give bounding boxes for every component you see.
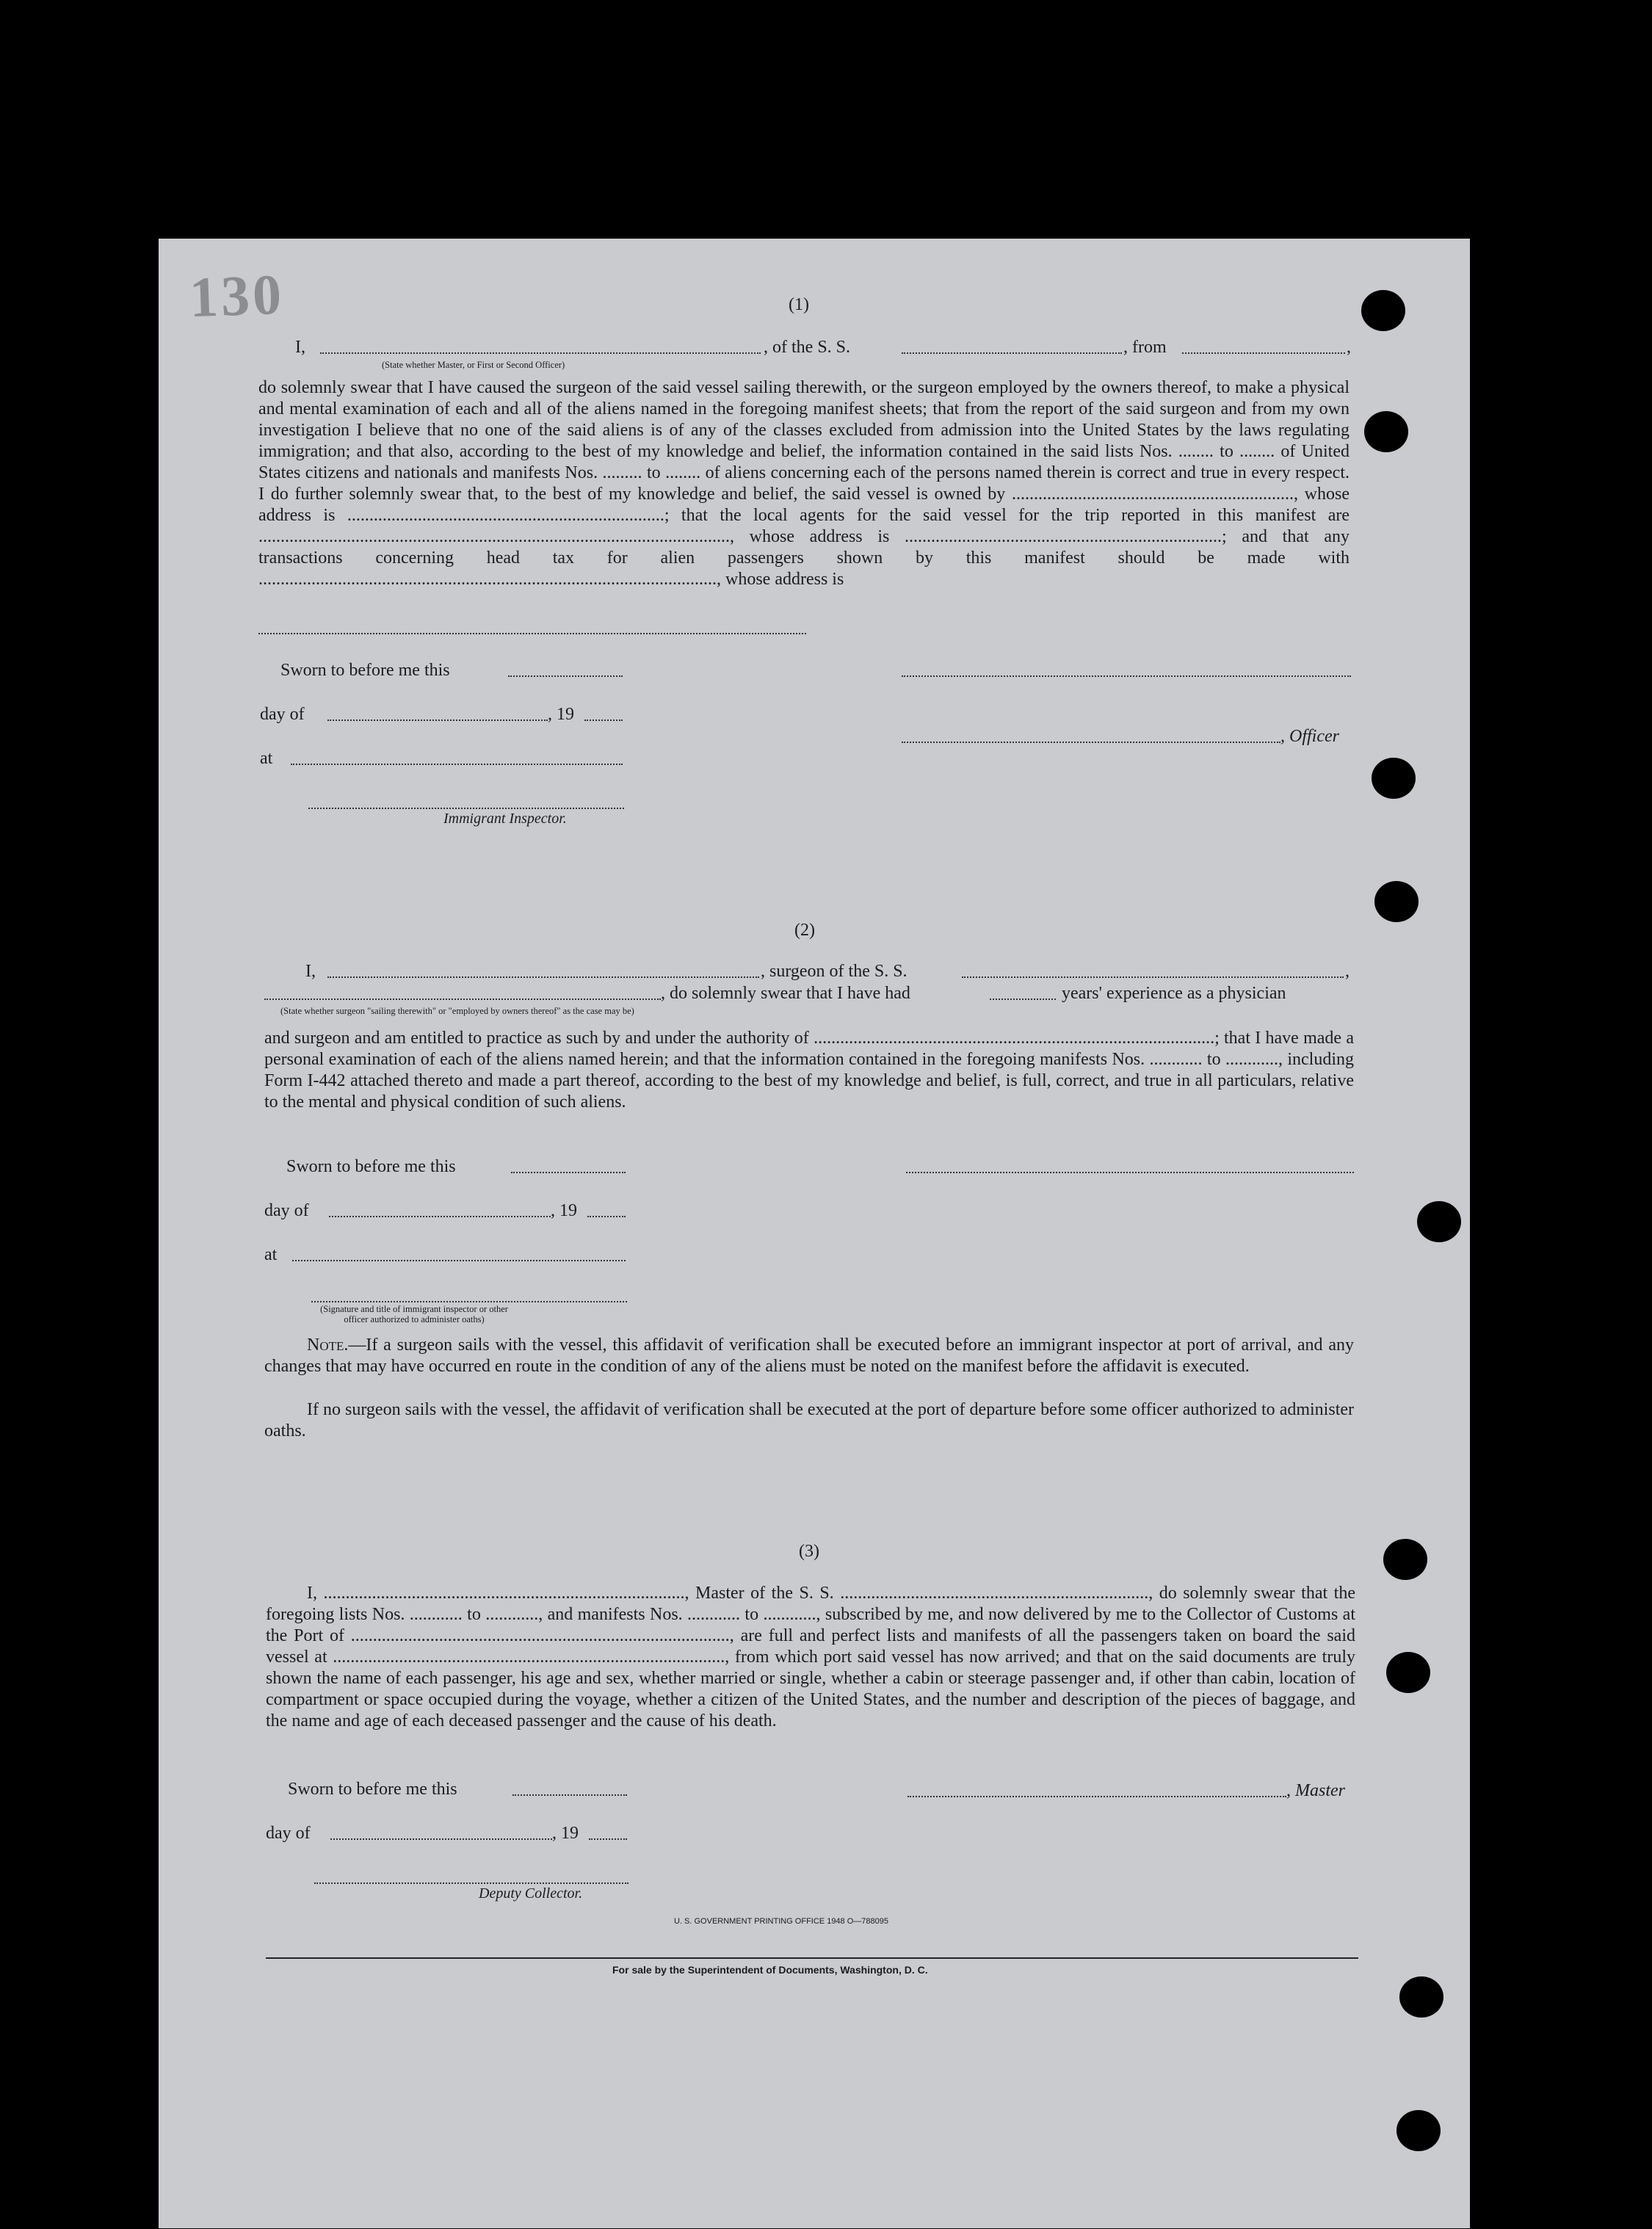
section-3-heading: (3): [799, 1542, 819, 1561]
for-sale-line: For sale by the Superintendent of Documents, Washington, D. C.: [612, 1964, 928, 1976]
s3-master-sign-field[interactable]: [907, 1796, 1286, 1797]
punch-hole: [1383, 1539, 1427, 1580]
s1-at-field[interactable]: [291, 764, 623, 765]
s1-line-end: ,: [1347, 338, 1351, 357]
s2-day-field[interactable]: [329, 1216, 551, 1217]
s1-officer-sign-field[interactable]: [902, 742, 1280, 743]
s1-address-field[interactable]: [258, 633, 806, 634]
s2-years-field[interactable]: [990, 998, 1056, 1000]
punch-hole: [1417, 1201, 1461, 1242]
s1-officer-note: (State whether Master, or First or Second Officer): [382, 360, 565, 370]
punch-hole: [1374, 881, 1419, 922]
s2-officer-sign-field[interactable]: [311, 1301, 627, 1302]
s3-master-label: , Master: [1286, 1781, 1345, 1800]
s1-sworn-label: Sworn to before me this: [280, 661, 450, 680]
s2-sworn-label: Sworn to before me this: [286, 1157, 456, 1176]
s3-collector-sign-field[interactable]: [314, 1882, 628, 1884]
s2-surgeon-label: , surgeon of the S. S.: [761, 962, 907, 981]
punch-hole: [1386, 1652, 1430, 1693]
s2-surgeon-field[interactable]: [327, 976, 759, 978]
s3-collector-label: Deputy Collector.: [479, 1885, 583, 1902]
s1-year-label: , 19: [548, 705, 574, 724]
s3-sworn-field[interactable]: [512, 1794, 627, 1796]
s1-day-field[interactable]: [327, 720, 548, 721]
s2-note-1: [264, 1335, 1354, 1377]
s2-i-label: I,: [305, 962, 316, 981]
s1-of-ss-label: , of the S. S.: [764, 338, 851, 357]
s1-i-label: I,: [295, 338, 305, 357]
s1-inspector-label: Immigrant Inspector.: [443, 811, 567, 827]
section-1-heading: (1): [789, 295, 809, 314]
s3-year-field[interactable]: [589, 1838, 627, 1840]
punch-hole: [1364, 411, 1408, 452]
s1-vessel-field[interactable]: [902, 352, 1122, 354]
s1-from-label: , from: [1123, 338, 1167, 357]
s2-year-field[interactable]: [587, 1216, 626, 1217]
s3-sworn-label: Sworn to before me this: [288, 1780, 457, 1799]
s1-paragraph: do solemnly swear that I have caused the surgeon of the said vessel sailing therewith, or the surgeon employed by the owners thereof, to make a physical and mental examination of each and all of the aliens named in the foregoing manifest sheets; that from the report of the said surgeon and from my own investigation I believe that no one of the said aliens is of any of the classes excluded from admission into the United States by the laws regulating immigration; and that also, according to the best of my knowledge and belief, the information contained in the said lists Nos. ........ to ........ of United States citizens and nationals and manifests Nos. ......... to ........ of aliens concerning each of the persons named therein is correct and true in every respect. I do further solemnly swear that, to the best of my knowledge and belief, the said vessel is owned by ................................................................, whose address is ........................................................................; that the local agents for the said vessel for the trip reported in this manifest are ..........................................................................................................., whose address is ........................................................................; and that any transactions concerning head tax for alien passengers shown by this manifest should be made with ........................................................................................................, whose address is: [258, 378, 1350, 589]
page-number-stamp: 130: [188, 261, 286, 330]
s1-signature-field[interactable]: [902, 675, 1351, 677]
s2-at-field[interactable]: [292, 1260, 626, 1261]
s1-from-field[interactable]: [1182, 352, 1345, 354]
s2-vessel-field[interactable]: [962, 976, 1344, 978]
s1-officer-field[interactable]: [320, 352, 761, 354]
s2-signature-field[interactable]: [906, 1172, 1354, 1173]
punch-hole: [1361, 290, 1405, 331]
s2-line-end: ,: [1345, 962, 1350, 981]
punch-hole: [1396, 2110, 1441, 2151]
s3-year-label: , 19: [552, 1824, 579, 1843]
s2-swear-label: , do solemnly swear that I have had: [661, 984, 910, 1003]
s2-at-label: at: [264, 1245, 278, 1264]
footer-rule: [266, 1957, 1358, 1959]
s1-officer-label: , Officer: [1280, 727, 1339, 746]
s2-day-label: day of: [264, 1201, 309, 1220]
section-2-heading: (2): [794, 921, 815, 940]
s1-sworn-field[interactable]: [508, 675, 623, 677]
s2-note-2: If no surgeon sails with the vessel, the affidavit of verification shall be executed at the port of departure before some officer authorized to administer oaths.: [264, 1400, 1354, 1440]
s3-paragraph: I, .................................................................................., Master of the S. S. ......................................................................, do solemnly swear that the foregoing lists Nos. ............ to ............, and manifests Nos. ............ to ............, subscribed by me, and now delivered by me to the Collector of Customs at the Port of ......................................................................................, are full and perfect lists and manifests of all the passengers taken on board the said vessel at ........................................................................................., from which port said vessel has now arrived; and that on the said documents are truly shown the name of each passenger, his age and sex, whether married or single, whether a cabin or steerage passenger and, if other than cabin, location of compartment or space occupied during the voyage, whether a citizen of the United States, and the number and description of the pieces of baggage, and the name and age of each deceased passenger and the cause of his death.: [266, 1584, 1355, 1730]
punch-hole: [1399, 1976, 1443, 2018]
s2-status-note: (State whether surgeon "sailing therewith" or "employed by owners thereof" as the case may be): [280, 1006, 634, 1016]
s2-years-label: years' experience as a physician: [1062, 984, 1286, 1003]
s1-day-label: day of: [260, 705, 305, 724]
s2-note-1-text: —If a surgeon sails with the vessel, this affidavit of verification shall be executed before an immigrant inspector at port of arrival, and any changes that may have occurred en route in the condition of any of the aliens must be noted on the manifest before the affidavit is executed.: [264, 1335, 1354, 1376]
punch-hole: [1372, 758, 1416, 799]
s1-inspector-sign-field[interactable]: [308, 808, 624, 809]
s3-day-field[interactable]: [330, 1838, 552, 1840]
s2-paragraph: and surgeon and am entitled to practice as such by and under the authority of ...........................................................................................; that I have made a personal examination of each of the aliens named herein; and that the information contained in the foregoing manifests Nos. ............ to ............, including Form I-442 attached thereto and made a part thereof, according to the best of my knowledge and belief, is full, correct, and true in all particulars, relative to the mental and physical condition of such aliens.: [264, 1029, 1354, 1112]
s2-status-field[interactable]: [264, 998, 661, 1000]
s2-note-label: Note.: [307, 1335, 349, 1355]
s1-at-label: at: [260, 749, 273, 768]
s2-sig-note: (Signature and title of immigrant inspector or other officer authorized to administer oaths): [320, 1304, 508, 1324]
s3-day-label: day of: [266, 1824, 311, 1843]
s1-year-field[interactable]: [584, 720, 623, 721]
s2-year-label: , 19: [551, 1201, 577, 1220]
s2-sworn-field[interactable]: [511, 1172, 626, 1173]
printing-office-line: U. S. GOVERNMENT PRINTING OFFICE 1948 O—788095: [674, 1917, 888, 1926]
